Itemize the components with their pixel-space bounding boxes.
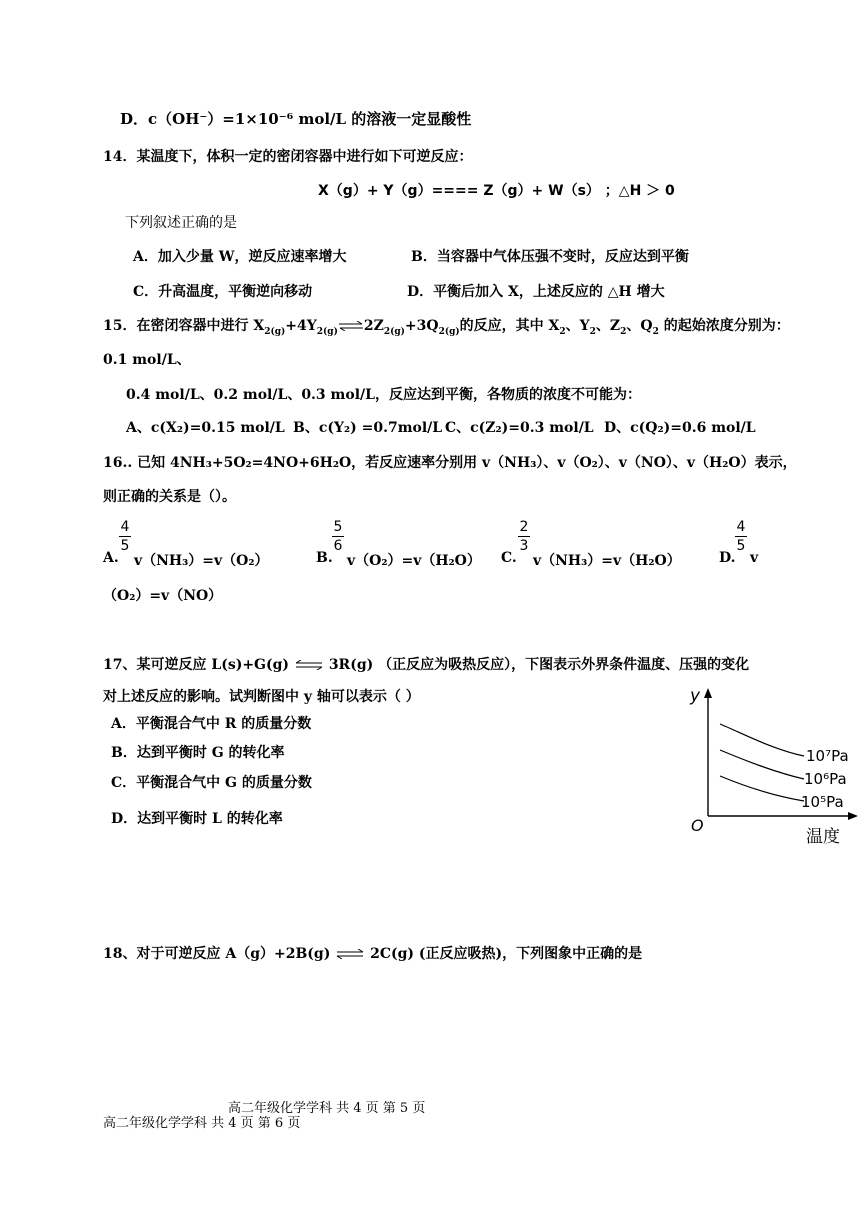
fraction-numerator: 4 bbox=[120, 519, 130, 535]
q14-option-d: D．平衡后加入 X，上述反应的 △H 增大 bbox=[407, 284, 665, 300]
q13-option-d: D．c（OH⁻）=1×10⁻⁶ mol/L 的溶液一定显酸性 bbox=[120, 110, 472, 128]
graph-curve2-label: 10⁶Pa bbox=[804, 770, 847, 788]
q18-stem-start: 18、对于可逆反应 A（g）+2B(g) bbox=[103, 946, 331, 962]
q17-stem-start: 17、某可逆反应 L(s)+G(g) bbox=[103, 657, 290, 673]
q16-stem-line1: 16.. 已知 4NH₃+5O₂=4NO+6H₂O，若反应速率分别用 v（NH₃）、v（O₂）、v（NO）、v（H₂O）表示， bbox=[103, 455, 797, 471]
graph-x-label: 温度 bbox=[806, 827, 840, 847]
curve-1e7-pa bbox=[720, 724, 804, 756]
q16-option-a-text: v（NH₃）=v（O₂） bbox=[134, 553, 269, 569]
q15-stem: 15．在密闭容器中进行 $X_{2(g)}+4Y_{2(g)}$ $2Z_{2(g)}+3Q_{2(g)}$的反应，其中 $X_2$、$Y_2$、$Z_2$、$Q_2$ 的起始浓度分别为： bbox=[103, 318, 790, 337]
graph-curve1-label: 10⁷Pa bbox=[806, 747, 849, 765]
q16-option-a-fraction bbox=[119, 520, 131, 553]
equilibrium-arrow-icon bbox=[294, 660, 324, 670]
q15-option-c: C、c(Z₂)=0.3 mol/L bbox=[445, 420, 594, 436]
q16-option-d-fraction bbox=[735, 520, 747, 553]
q17-option-a: A．平衡混合气中 R 的质量分数 bbox=[111, 716, 312, 732]
q17-stem-line2: 对上述反应的影响。试判断图中 y 轴可以表示（ ） bbox=[103, 689, 420, 705]
q14-option-b: B．当容器中气体压强不变时，反应达到平衡 bbox=[411, 249, 689, 265]
fraction-denominator: 5 bbox=[736, 538, 746, 554]
q17-option-d: D．达到平衡时 L 的转化率 bbox=[111, 811, 283, 827]
q16-option-d-continued: （O₂）=v（NO） bbox=[103, 588, 223, 604]
q15-stem-start: 15．在密闭容器中进行 X bbox=[103, 318, 265, 334]
q16-option-c-text: v（NH₃）=v（H₂O） bbox=[533, 553, 681, 569]
fraction-denominator: 6 bbox=[333, 538, 343, 554]
y-axis-arrow-icon bbox=[704, 688, 712, 698]
q14-equation: X（g）+ Y（g）==== Z（g）+ W（s） ；△H ＞ 0 bbox=[318, 183, 675, 199]
fraction-numerator: 4 bbox=[736, 519, 746, 535]
q17-stem bbox=[103, 654, 749, 674]
q14-stem: 14．某温度下，体积一定的密闭容器中进行如下可逆反应： bbox=[103, 149, 473, 165]
curve-1e6-pa bbox=[720, 750, 804, 779]
q15-option-a: A、c(X₂)=0.15 mol/L bbox=[126, 420, 285, 436]
q16-option-c-fraction bbox=[518, 520, 530, 553]
fraction-numerator: 5 bbox=[333, 519, 343, 535]
q15-option-b: B、c(Y₂) =0.7mol/L bbox=[293, 420, 443, 436]
q16-option-c-label: C. bbox=[501, 550, 517, 566]
q18-stem-end: 2C(g) (正反应吸热)，下列图象中正确的是 bbox=[370, 946, 643, 962]
curve-1e5-pa bbox=[720, 776, 804, 801]
fraction-denominator: 3 bbox=[519, 538, 529, 554]
page-footer-1: 高二年级化学学科 共 4 页 第 5 页 bbox=[228, 1101, 426, 1116]
q17-option-c: C．平衡混合气中 G 的质量分数 bbox=[111, 775, 312, 791]
x-axis-arrow-icon bbox=[848, 812, 858, 820]
graph-origin-label: O bbox=[691, 816, 704, 835]
q15-option-d: D、c(Q₂)=0.6 mol/L bbox=[604, 420, 756, 436]
graph-curve3-label: 10⁵Pa bbox=[801, 793, 844, 811]
fraction-numerator: 2 bbox=[519, 519, 529, 535]
q16-option-a-label: A. bbox=[103, 550, 119, 566]
q17-stem-end: 3R(g) （正反应为吸热反应），下图表示外界条件温度、压强的变化 bbox=[328, 657, 750, 673]
q16-option-b-label: B. bbox=[316, 550, 333, 566]
q18-stem bbox=[103, 943, 642, 963]
equilibrium-arrow-icon bbox=[338, 321, 364, 331]
graph-y-label: y bbox=[690, 686, 701, 706]
q16-option-b-text: v（O₂）=v（H₂O） bbox=[347, 553, 481, 569]
q16-option-d-label: D. bbox=[719, 550, 736, 566]
q14-prompt: 下列叙述正确的是 bbox=[125, 215, 237, 231]
q14-option-a: A．加入少量 W，逆反应速率增大 bbox=[133, 249, 347, 265]
q17-option-b: B．达到平衡时 G 的转化率 bbox=[111, 745, 285, 761]
q15-stem-line2: 0.1 mol/L、 bbox=[103, 352, 191, 368]
equilibrium-arrow-icon bbox=[335, 949, 365, 959]
page-footer-2: 高二年级化学学科 共 4 页 第 6 页 bbox=[103, 1116, 301, 1131]
q16-option-d-text: v bbox=[750, 550, 759, 566]
fraction-denominator: 5 bbox=[120, 538, 130, 554]
q16-stem-line2: 则正确的关系是（）。 bbox=[103, 489, 236, 505]
q15-stem-line3: 0.4 mol/L、0.2 mol/L、0.3 mol/L，反应达到平衡，各物质的浓度不可能为： bbox=[126, 387, 641, 403]
q16-option-b-fraction bbox=[332, 520, 344, 553]
q14-option-c: C．升高温度，平衡逆向移动 bbox=[133, 284, 313, 300]
